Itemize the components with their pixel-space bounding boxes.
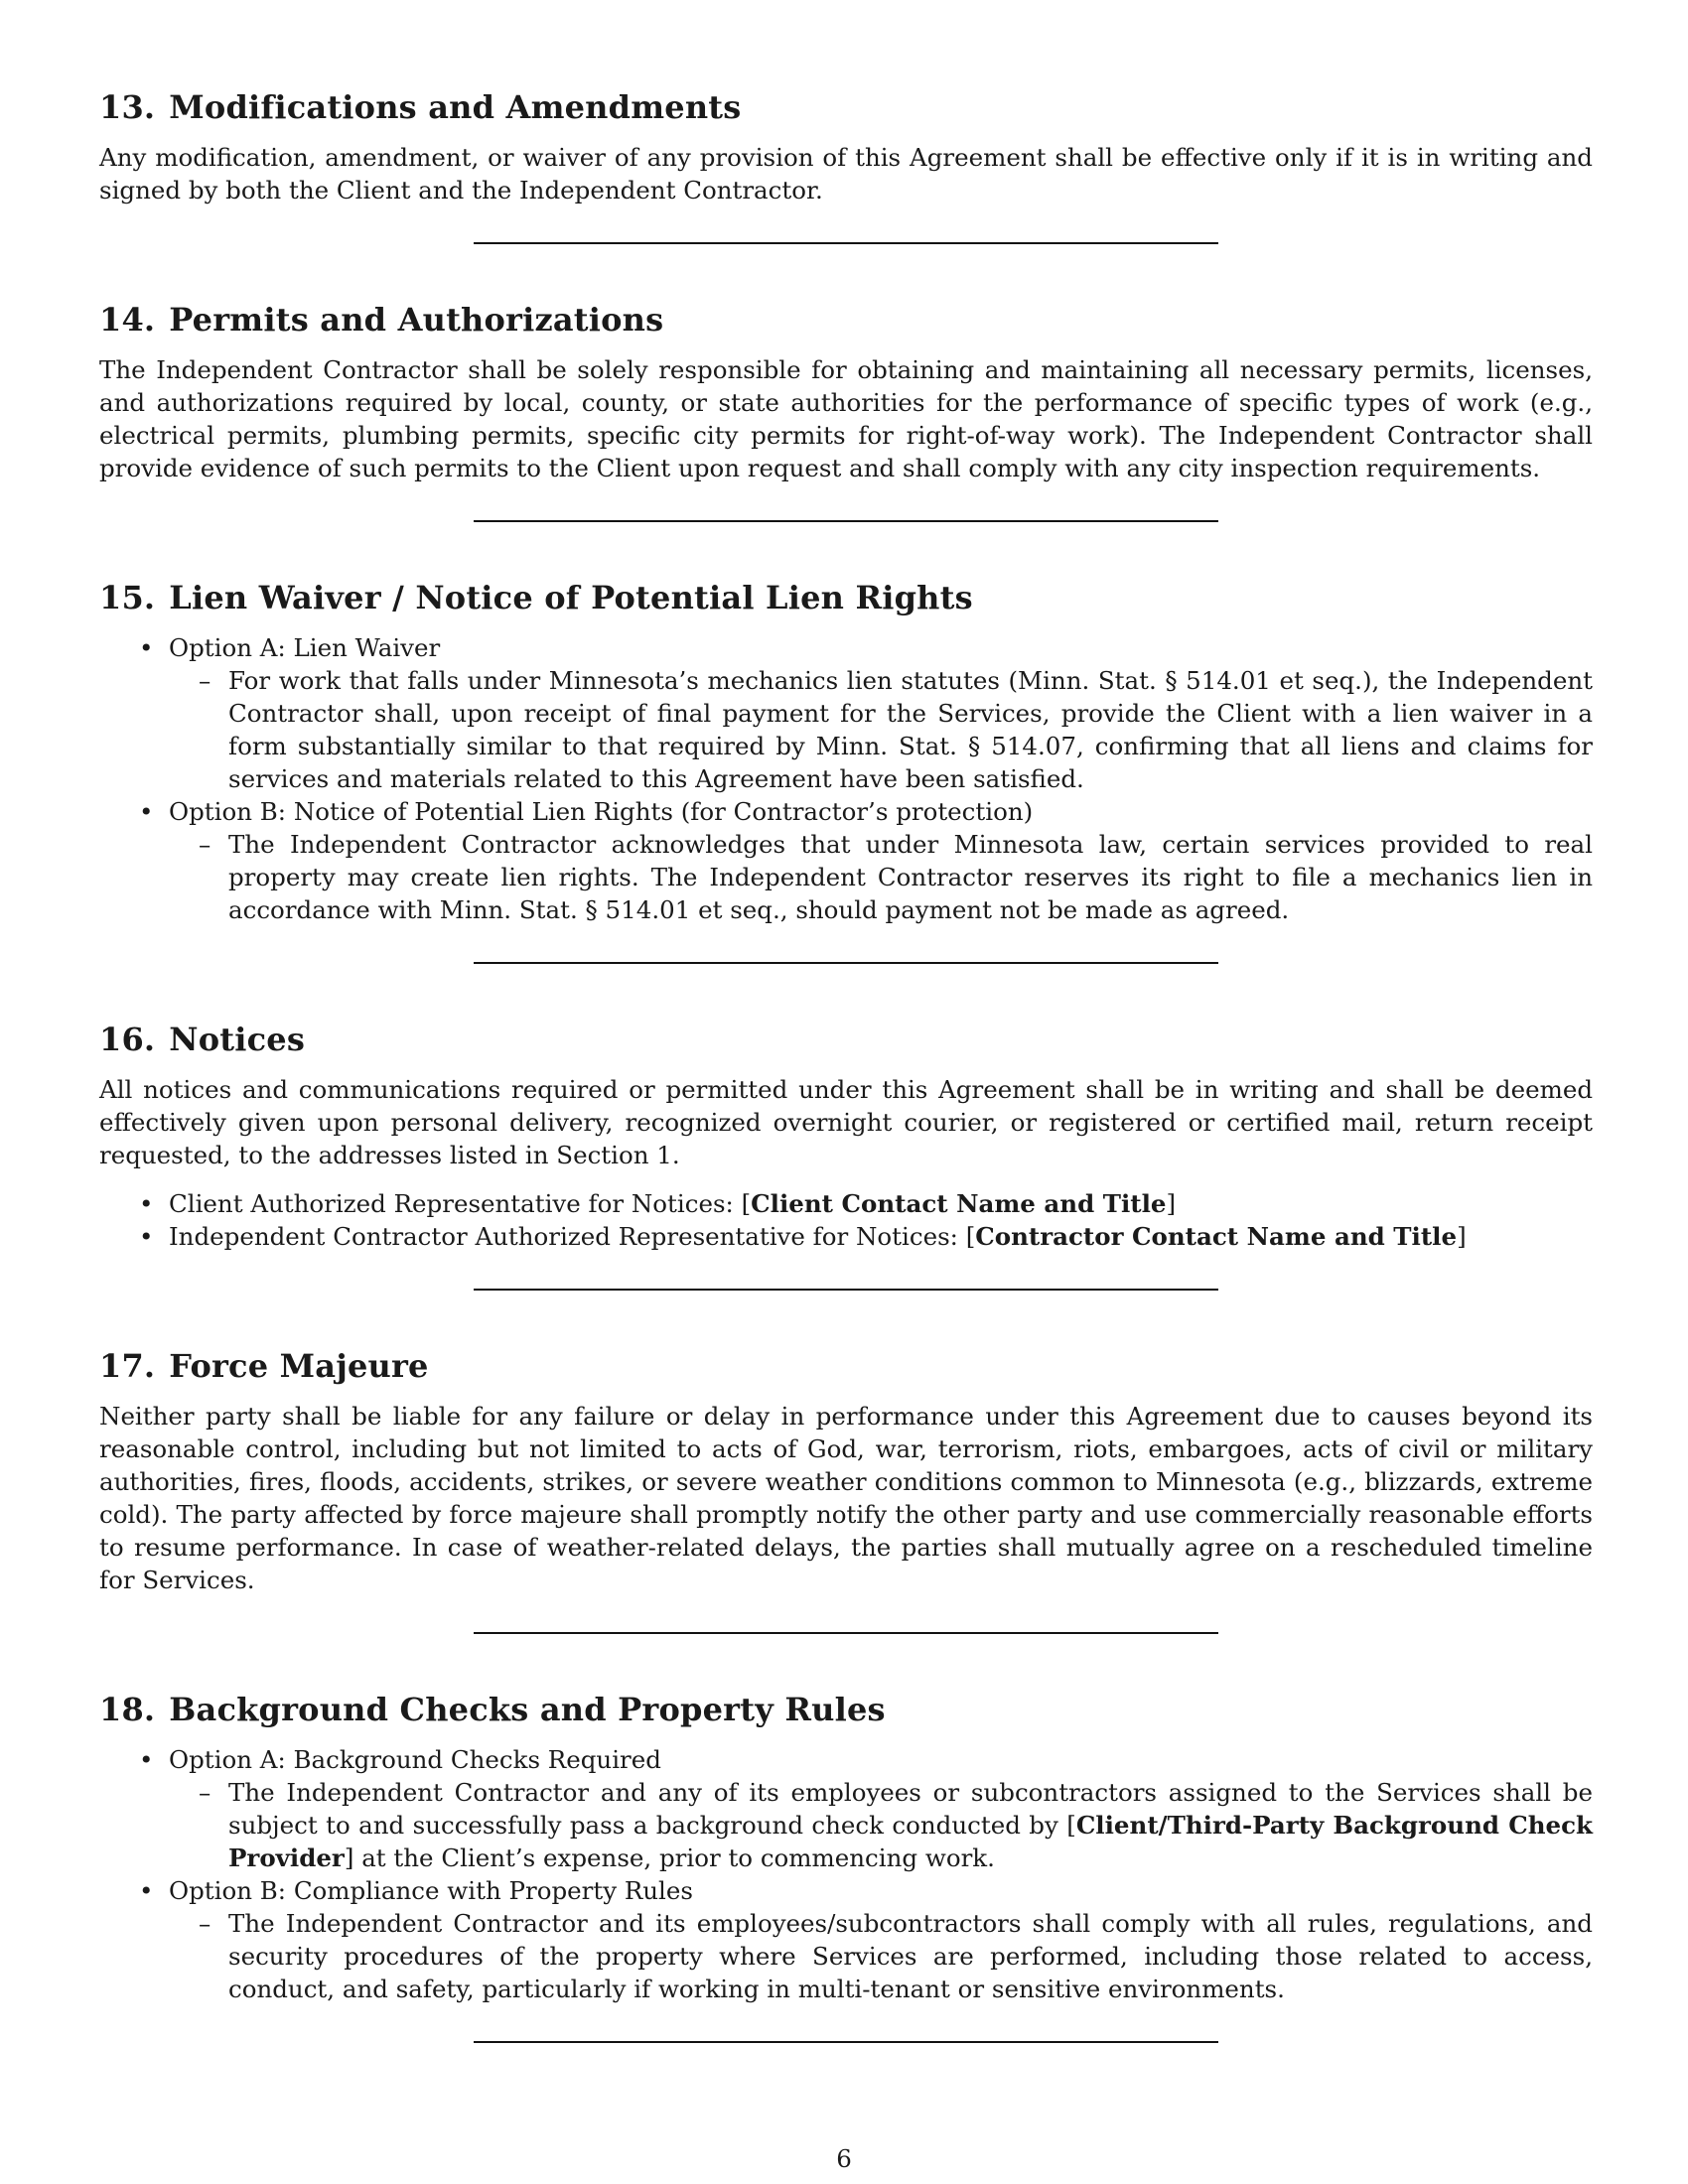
- section-14: [99, 300, 1593, 484]
- sub-list: [169, 1776, 1593, 1874]
- sub-list: [169, 828, 1593, 926]
- section-body: All notices and communications required or permitted under this Agreement shall be in writing and shall be deemed effectively given upon personal delivery, recognized overnight courier, or registered or certified mail, return receipt requested, to the addresses listed in Section 1.: [99, 1075, 1593, 1169]
- section-title: Background Checks and Property Rules: [169, 1691, 886, 1728]
- sub-list-item: – The Independent Contractor and its employees/subcontractors shall comply with all rules, regulations, and security procedures of the property where Services are performed, including those related to access, conduct, and safety, particularly if working in multi-tenant or sensitive environments.: [169, 1907, 1593, 2005]
- list-item: [99, 1743, 1593, 1874]
- option-list: [99, 1743, 1593, 2005]
- sub-list: [169, 1907, 1593, 2005]
- section-18: [99, 1690, 1593, 2005]
- option-label: Option A: Background Checks Required: [169, 1745, 661, 1774]
- sub-list-item: – The Independent Contractor and any of its employees or subcontractors assigned to the Services shall be subject to and successfully pass a background check conducted by [Client/Third-Party Background Check Provider] at the Client’s expense, prior to commencing work.: [169, 1776, 1593, 1874]
- option-label: Option B: Compliance with Property Rules: [169, 1876, 693, 1905]
- section-number: 14.: [99, 301, 156, 339]
- section-divider: [474, 1289, 1218, 1291]
- section-body: Any modification, amendment, or waiver of any provision of this Agreement shall be effective only if it is in writing and signed by both the Client and the Independent Contractor.: [99, 143, 1593, 205]
- document-page: [99, 87, 1593, 2099]
- section-heading: [99, 1020, 1593, 1059]
- section-body: Neither party shall be liable for any failure or delay in performance under this Agreement due to causes beyond its reasonable control, including but not limited to acts of God, war, terrorism, riots, embargoes, acts of civil or military authorities, fires, floods, accidents, strikes, or severe weather conditions common to Minnesota (e.g., blizzards, extreme cold). The party affected by force majeure shall promptly notify the other party and use commercially reasonable efforts to resume performance. In case of weather-related delays, the parties shall mutually agree on a rescheduled timeline for Services.: [99, 1402, 1593, 1594]
- detail-text: The Independent Contractor and any of its employees or subcontractors assigned to the Services shall be subject to and successfully pass a background check conducted by: [228, 1778, 1593, 1840]
- section-divider: [474, 520, 1218, 522]
- detail-text: at the Client’s expense, prior to commencing work.: [353, 1843, 995, 1872]
- item-prefix: Independent Contractor Authorized Representative for Notices:: [169, 1222, 966, 1251]
- section-divider: [474, 1632, 1218, 1634]
- section-heading: [99, 87, 1593, 127]
- section-16: [99, 1020, 1593, 1253]
- section-number: 13.: [99, 88, 156, 126]
- section-heading: [99, 1690, 1593, 1729]
- section-17: [99, 1346, 1593, 1596]
- placeholder-field: Client/Third-Party Background Check Provider: [228, 1811, 1593, 1872]
- list-item: [99, 1874, 1593, 2005]
- option-label: Option B: Notice of Potential Lien Rights (for Contractor’s protection): [169, 797, 1034, 826]
- section-heading: [99, 300, 1593, 340]
- list-item: [99, 631, 1593, 795]
- section-number: 18.: [99, 1691, 156, 1728]
- section-divider: [474, 962, 1218, 964]
- placeholder-field: Client Contact Name and Title: [751, 1189, 1167, 1218]
- section-13: [99, 87, 1593, 206]
- list-item: • Independent Contractor Authorized Representative for Notices: [Contractor Contact Name and Title]: [99, 1220, 1593, 1253]
- contact-list: [99, 1187, 1593, 1253]
- section-divider: [474, 2041, 1218, 2043]
- option-list: [99, 631, 1593, 926]
- page-number: 6: [836, 2144, 852, 2173]
- section-heading: [99, 1346, 1593, 1386]
- section-title: Notices: [169, 1021, 306, 1058]
- section-title: Permits and Authorizations: [169, 301, 664, 339]
- section-title: Force Majeure: [169, 1347, 429, 1385]
- section-title: Lien Waiver / Notice of Potential Lien Rights: [169, 579, 973, 616]
- section-title: Modifications and Amendments: [169, 88, 742, 126]
- sub-list: [169, 664, 1593, 795]
- section-body: The Independent Contractor shall be solely responsible for obtaining and maintaining all necessary permits, licenses, and authorizations required by local, county, or state authorities for the performance of specific types of work (e.g., electrical permits, plumbing permits, specific city permits for right-of-way work). The Independent Contractor shall provide evidence of such permits to the Client upon request and shall comply with any city inspection requirements.: [99, 355, 1593, 482]
- list-item: [99, 795, 1593, 926]
- section-number: 16.: [99, 1021, 156, 1058]
- placeholder-field: Contractor Contact Name and Title: [975, 1222, 1458, 1251]
- section-heading: [99, 578, 1593, 617]
- sub-list-item: – The Independent Contractor acknowledges that under Minnesota law, certain services provided to real property may create lien rights. The Independent Contractor reserves its right to file a mechanics lien in accordance with Minn. Stat. § 514.01 et seq., should payment not be made as agreed.: [169, 828, 1593, 926]
- sub-list-item: – For work that falls under Minnesota’s mechanics lien statutes (Minn. Stat. § 514.01 et seq.), the Independent Contractor shall, upon receipt of final payment for the Services, provide the Client with a lien waiver in a form substantially similar to that required by Minn. Stat. § 514.07, confirming that all liens and claims for services and materials related to this Agreement have been satisfied.: [169, 664, 1593, 795]
- option-label: Option A: Lien Waiver: [169, 633, 441, 662]
- section-15: [99, 578, 1593, 926]
- list-item: • Client Authorized Representative for Notices: [Client Contact Name and Title]: [99, 1187, 1593, 1220]
- section-divider: [474, 242, 1218, 244]
- section-number: 15.: [99, 579, 156, 616]
- item-prefix: Client Authorized Representative for Notices:: [169, 1189, 742, 1218]
- section-number: 17.: [99, 1347, 156, 1385]
